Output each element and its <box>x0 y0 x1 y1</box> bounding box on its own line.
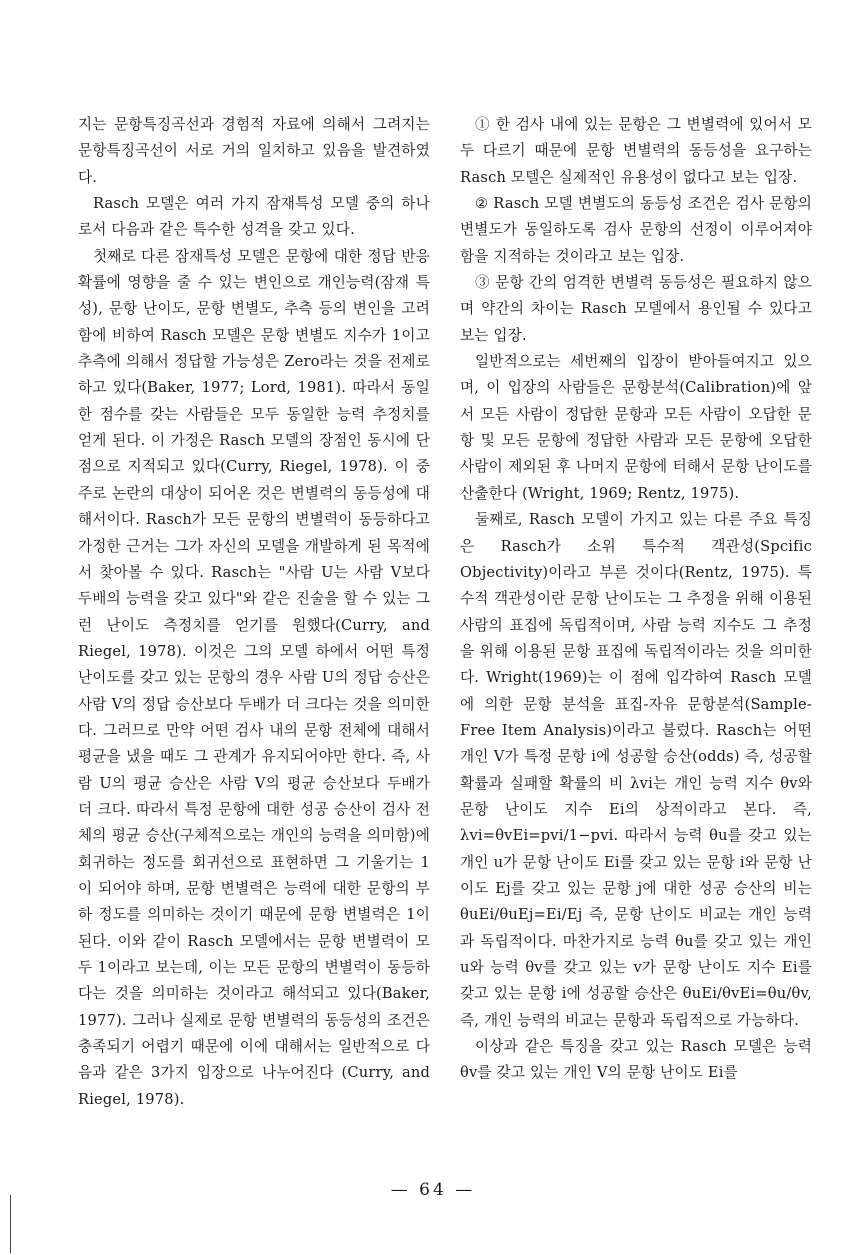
right-text-column <box>460 112 812 1087</box>
paragraph: 첫째로 다른 잠재특성 모델은 문항에 대한 정답 반응 확률에 영향을 줄 수 있는 변인으로 개인능력(잠재 특성), 문항 난이도, 문항 변별도, 추측 등의 변인을 고려함에 비하여 Rasch 모델은 문항 변별도 지수가 1이고 추측에 의해서 정답할 가능성은 Zero라는 것을 전제로 하고 있다(Baker, 1977; Lord, 1981). 따라서 동일한 점수를 갖는 사람들은 모두 동일한 능력 추정치를 얻게 된다. 이 가정은 Rasch 모델의 장점인 동시에 단점으로 지적되고 있다(Curry, Riegel, 1978). 이 중 주로 논란의 대상이 되어온 것은 변별력의 동등성에 대해서이다. Rasch가 모든 문항의 변별력이 동등하다고 가정한 근거는 그가 자신의 모델을 개발하게 된 목적에서 찾아볼 수 있다. Rasch는 "사람 U는 사람 V보다 두배의 능력을 갖고 있다"와 같은 진술을 할 수 있는 그런 난이도 측정치를 얻기를 원했다(Curry, and Riegel, 1978). 이것은 그의 모델 하에서 어떤 특정 난이도를 갖고 있는 문항의 경우 사람 U의 정답 승산은 사람 V의 정답 승산보다 두배가 더 크다는 것을 의미한다. 그러므로 만약 어떤 검사 내의 문항 전체에 대해서 평균을 냈을 때도 그 관계가 유지되어야만 한다. 즉, 사람 U의 평균 승산은 사람 V의 평균 승산보다 두배가 더 크다. 따라서 특정 문항에 대한 성공 승산이 검사 전체의 평균 승산(구체적으로는 개인의 능력을 의미함)에 회귀하는 정도를 회귀선으로 표현하면 그 기울기는 1이 되어야 하며, 문항 변별력은 능력에 대한 문항의 부하 정도를 의미하는 것이기 때문에 문항 변별력은 1이 된다. 이와 같이 Rasch 모델에서는 문항 변별력이 모두 1이라고 보는데, 이는 모든 문항의 변별력이 동등하다는 것을 의미하는 것이라고 해석되고 있다(Baker, 1977). 그러나 실제로 문항 변별력의 동등성의 조건은 충족되기 어렵기 때문에 이에 대해서는 일반적으로 다음과 같은 3가지 입장으로 나누어진다 (Curry, and Riegel, 1978). <box>78 247 430 1108</box>
page-number: — 64 — <box>390 1180 476 1200</box>
list-item-3: ③ 문항 간의 엄격한 변별력 동등성은 필요하지 않으며 약간의 차이는 Rasch 모델에서 용인될 수 있다고 보는 입장. <box>460 274 812 344</box>
paragraph: 이상과 같은 특징을 갖고 있는 Rasch 모델은 능력 θv를 갖고 있는 개인 V의 문항 난이도 Ei를 <box>460 1038 812 1082</box>
paragraph: 일반적으로는 세번째의 입장이 받아들여지고 있으며, 이 입장의 사람들은 문항분석(Calibration)에 앞서 모든 사람이 정답한 문항과 모든 사람이 오답한 문항 및 모든 문항에 정답한 사람과 모든 문항에 오답한 사람이 제외된 후 나머지 문항에 터해서 문항 난이도를 산출한다 (Wright, 1969; Rentz, 1975). <box>460 353 812 502</box>
left-text-column <box>78 112 430 1113</box>
paragraph: 둘째로, Rasch 모델이 가지고 있는 다른 주요 특징은 Rasch가 소위 특수적 객관성(Spcific Objectivity)이라고 부른 것이다(Rentz, 1975). 특수적 객관성이란 문항 난이도는 그 추정을 위해 이용된 사람의 표집에 독립적이며, 사람 능력 지수도 그 추정을 위해 이용된 문항 표집에 독립적이라는 것을 의미한다. Wright(1969)는 이 점에 입각하여 Rasch 모델에 의한 문항 분석을 표집-자유 문항분석(Sample-Free Item Analysis)이라고 불렀다. Rasch는 어떤 개인 V가 특정 문항 i에 성공할 승산(odds) 즉, 성공할 확률과 실패할 확률의 비 λvi는 개인 능력 지수 θv와 문항 난이도 지수 Ei의 상적이라고 본다. 즉, λvi=θvEi=pvi/1−pvi. 따라서 능력 θu를 갖고 있는 개인 u가 문항 난이도 Ei를 갖고 있는 문항 i와 문항 난이도 Ej를 갖고 있는 문항 j에 대한 성공 승산의 비는 θuEi/θuEj=Ei/Ej 즉, 문항 난이도 비교는 개인 능력과 독립적이다. 마찬가지로 능력 θu를 갖고 있는 개인 u와 능력 θv를 갖고 있는 v가 문항 난이도 지수 Ei를 갖고 있는 문항 i에 성공할 승산은 θuEi/θvEi=θu/θv, 즉, 개인 능력의 비교는 문항과 독립적으로 가능하다. <box>460 511 812 1029</box>
list-item-1: ① 한 검사 내에 있는 문항은 그 변별력에 있어서 모두 다르기 때문에 문항 변별력의 동등성을 요구하는 Rasch 모델은 실제적인 유용성이 없다고 보는 입장. <box>460 116 812 186</box>
paragraph: 지는 문항특징곡선과 경험적 자료에 의해서 그려지는 문항특징곡선이 서로 거의 일치하고 있음을 발견하였다. <box>78 116 430 186</box>
list-item-2: ② Rasch 모델 변별도의 동등성 조건은 검사 문항의 변별도가 동일하도록 검사 문항의 선정이 이루어져야 함을 지적하는 것이라고 보는 입장. <box>460 195 812 265</box>
margin-rule <box>10 1195 11 1253</box>
paragraph: Rasch 모델은 여러 가지 잠재특성 모델 중의 하나로서 다음과 같은 특수한 성격을 갖고 있다. <box>78 195 430 239</box>
